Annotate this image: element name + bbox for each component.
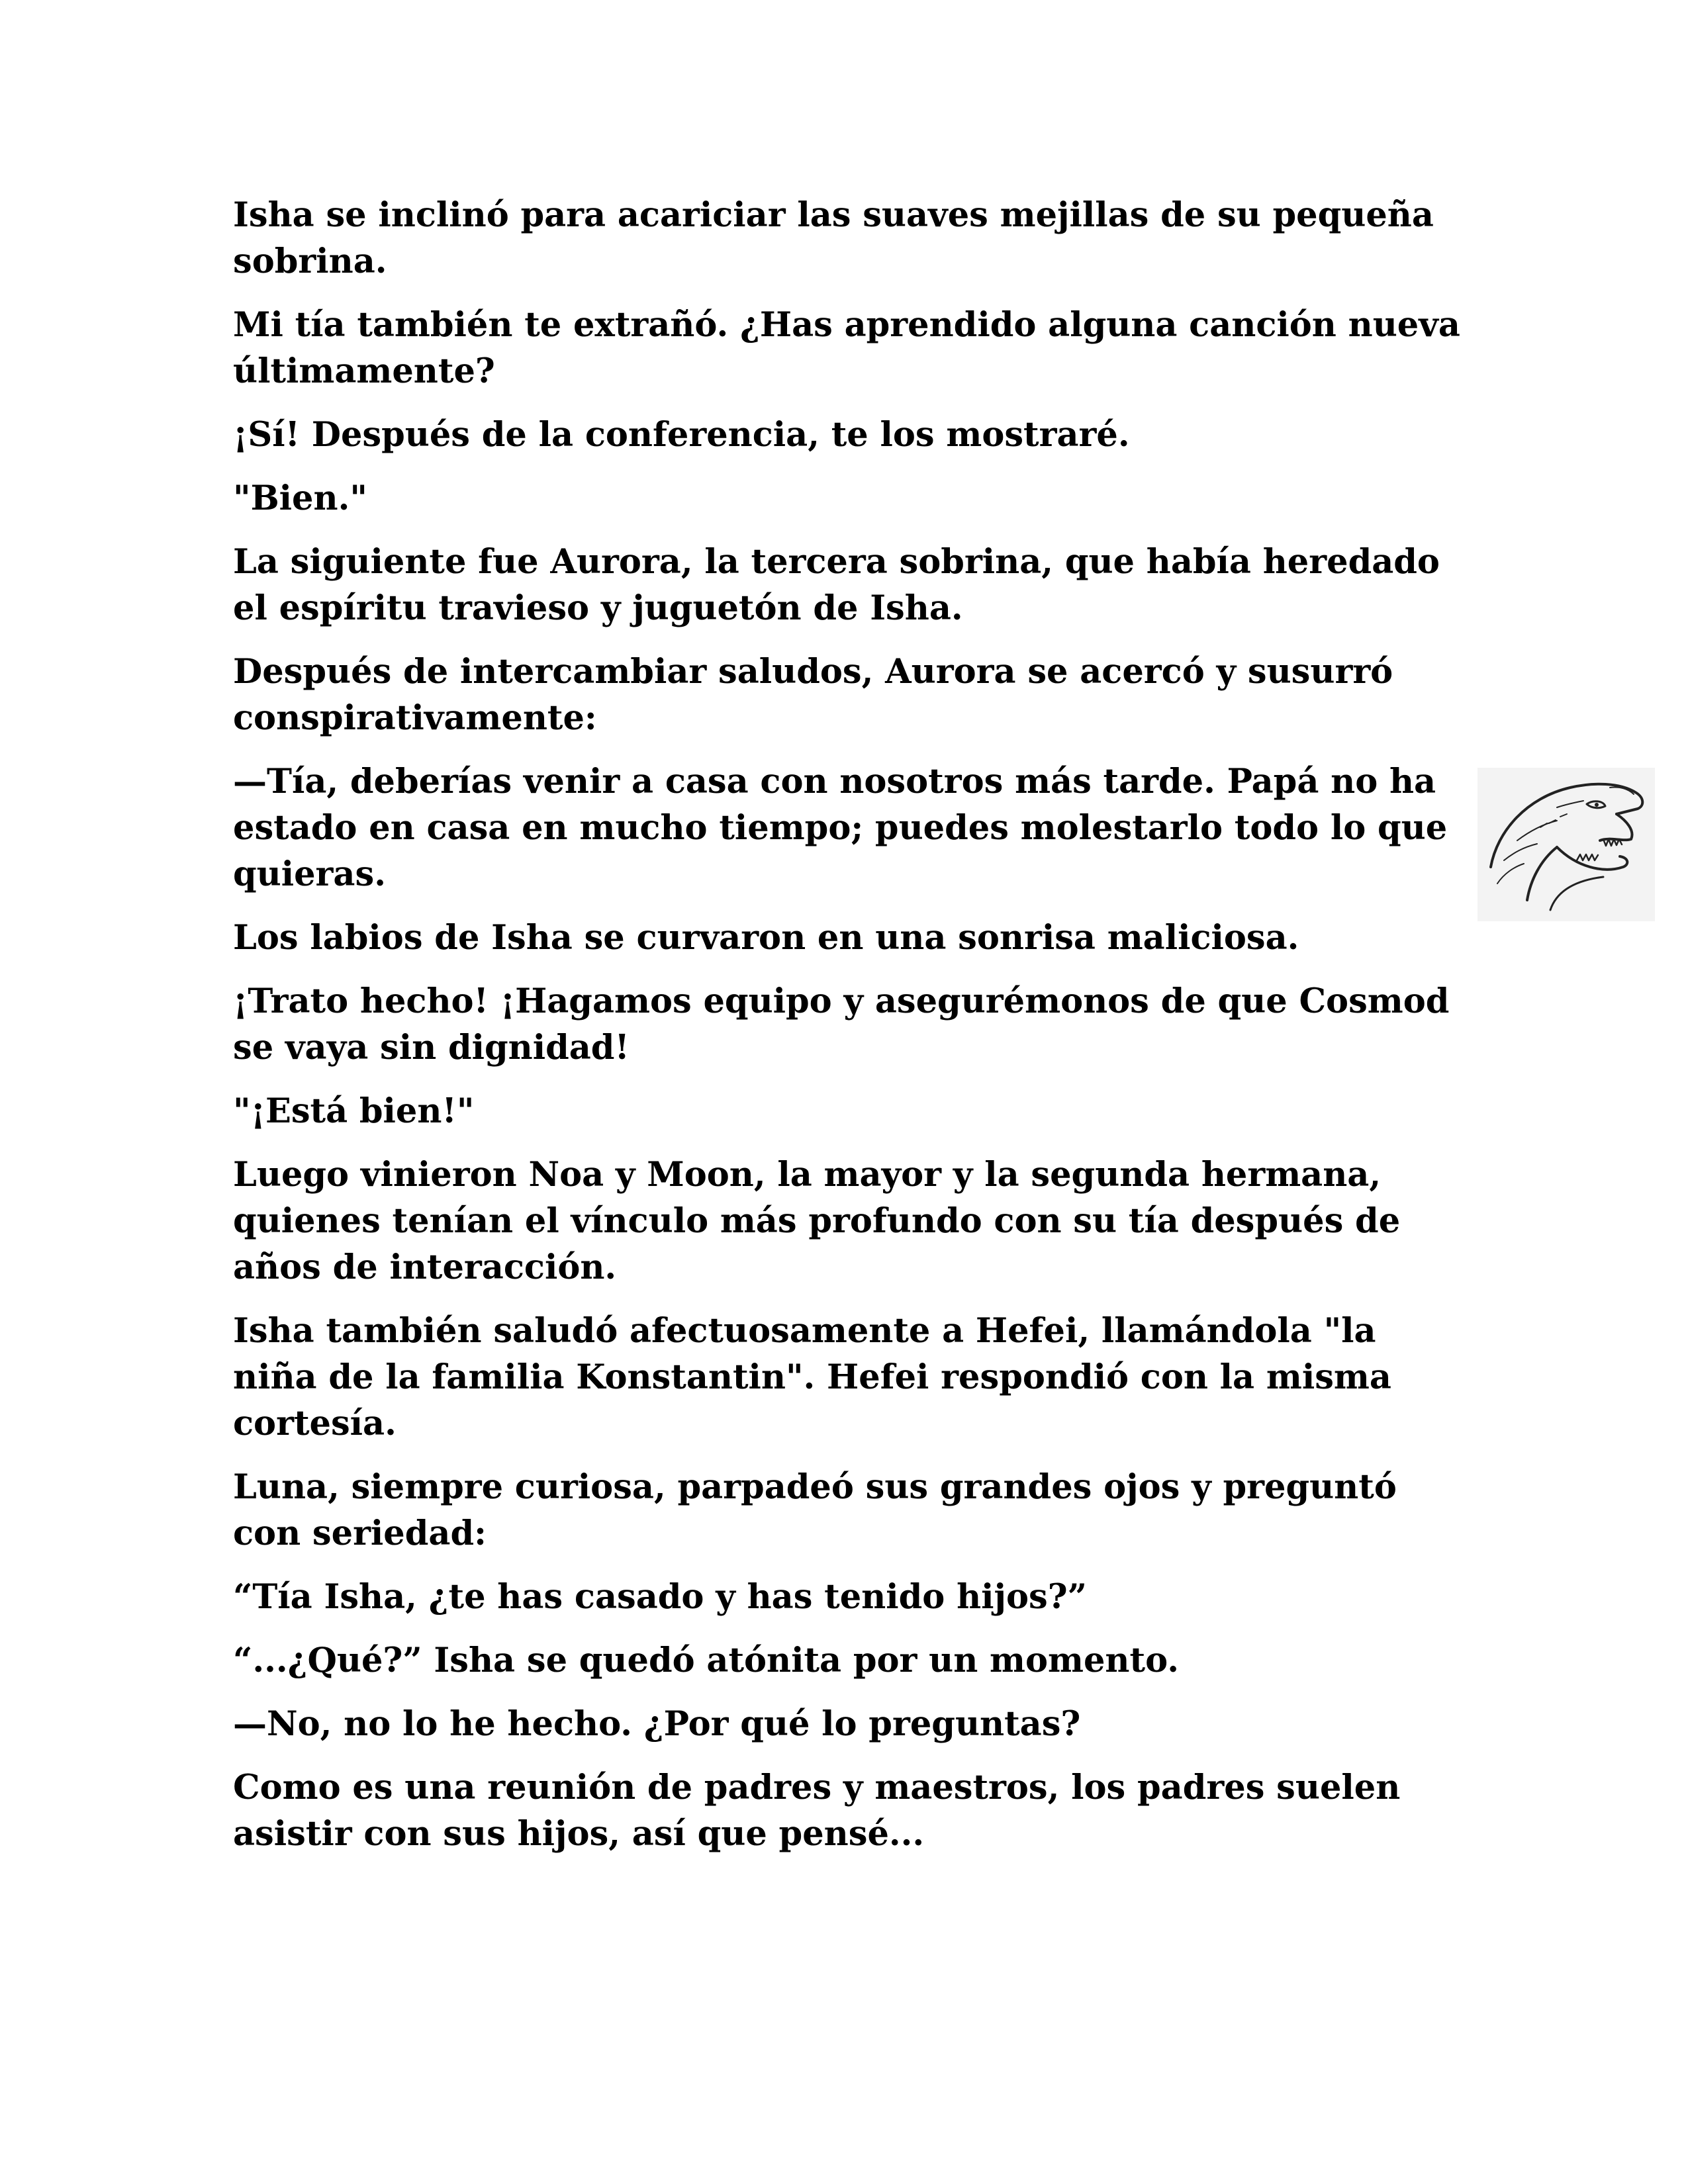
body-text [233,192,1464,1874]
paragraph: "¡Está bien!" [233,1091,475,1131]
paragraph: La siguiente fue Aurora, la tercera sobrina, que había heredado el espíritu travieso y juguetón de Isha. [233,542,1440,628]
paragraph: Mi tía también te extrañó. ¿Has aprendido alguna canción nueva últimamente? [233,305,1460,391]
paragraph: Isha también saludó afectuosamente a Hefei, llamándola "la niña de la familia Konstantin". Hefei respondió con la misma cortesía. [233,1311,1391,1443]
paragraph: —No, no lo he hecho. ¿Por qué lo preguntas? [233,1704,1081,1744]
paragraph: ¡Sí! Después de la conferencia, te los mostraré. [233,415,1130,455]
paragraph: “...¿Qué?” Isha se quedó atónita por un momento. [233,1641,1179,1680]
paragraph: Isha se inclinó para acariciar las suaves mejillas de su pequeña sobrina. [233,195,1434,281]
paragraph: Luna, siempre curiosa, parpadeó sus grandes ojos y preguntó con seriedad: [233,1467,1397,1553]
paragraph: —Tía, deberías venir a casa con nosotros más tarde. Papá no ha estado en casa en mucho tiempo; puedes molestarlo todo lo que quieras. [233,762,1448,894]
paragraph: ¡Trato hecho! ¡Hagamos equipo y asegurémonos de que Cosmod se vaya sin dignidad! [233,981,1450,1068]
paragraph: Los labios de Isha se curvaron en una sonrisa maliciosa. [233,918,1299,958]
dinosaur-head-sketch-icon [1477,768,1655,921]
paragraph: Luego vinieron Noa y Moon, la mayor y la segunda hermana, quienes tenían el vínculo más profundo con su tía después de años de interacción. [233,1155,1401,1287]
paragraph: Después de intercambiar saludos, Aurora se acercó y susurró conspirativamente: [233,652,1393,738]
paragraph: Como es una reunión de padres y maestros, los padres suelen asistir con sus hijos, así que pensé... [233,1768,1401,1854]
paragraph: "Bien." [233,478,367,518]
paragraph: “Tía Isha, ¿te has casado y has tenido hijos?” [233,1577,1087,1617]
